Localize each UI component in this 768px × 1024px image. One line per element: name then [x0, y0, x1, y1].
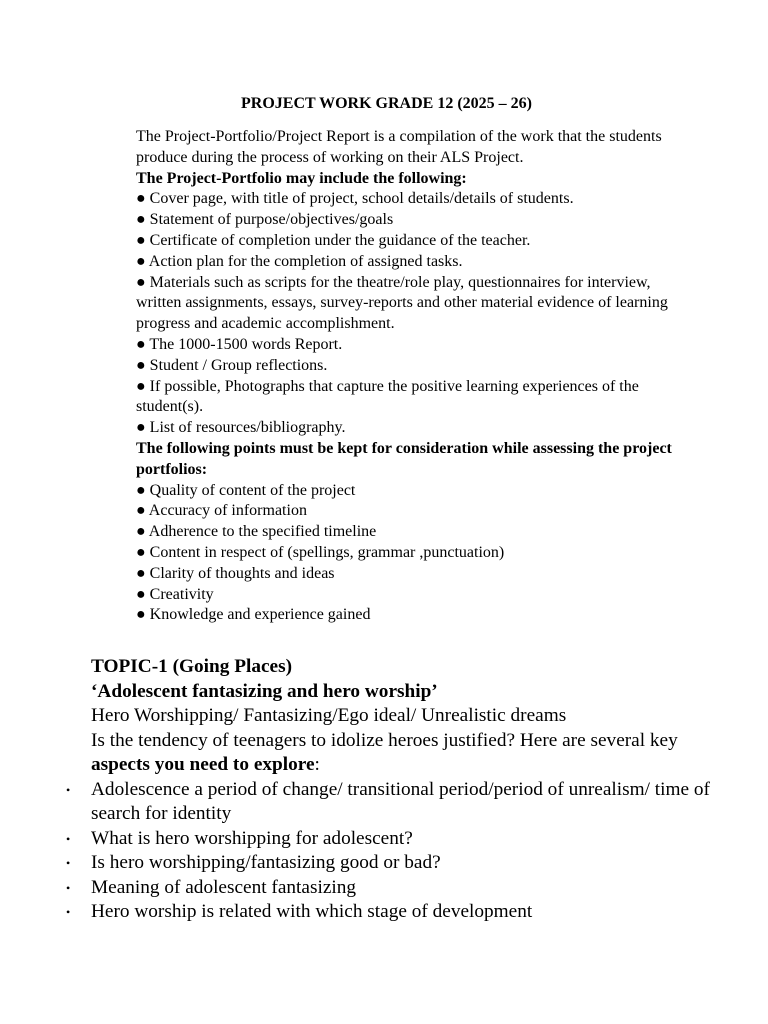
- include-item: ● Action plan for the completion of assigned tasks.: [136, 252, 463, 270]
- list-item: [66, 851, 731, 876]
- bullet-icon: •: [66, 831, 71, 846]
- assess-item: ● Adherence to the specified timeline: [136, 523, 377, 541]
- include-item: ● Materials such as scripts for the theatre/role play, questionnaires for interview, written assignments, essays, survey-reports and other material evidence of learning progress and academic accomplishment.: [136, 273, 668, 333]
- include-item: ● If possible, Photographs that capture the positive learning experiences of the student(s).: [136, 377, 639, 416]
- topic-question: [91, 729, 731, 778]
- list-item: [66, 778, 731, 827]
- intro-paragraph: The Project-Portfolio/Project Report is a compilation of the work that the students produce during the process of working on their ALS Project.: [136, 128, 662, 166]
- list-item-text: What is hero worshipping for adolescent?: [91, 827, 413, 849]
- include-item: ● Certificate of completion under the guidance of the teacher.: [136, 231, 531, 249]
- assess-item: ● Creativity: [136, 585, 214, 603]
- list-item-text: Adolescence a period of change/ transitional period/period of unrealism/ time of search for identity: [91, 778, 710, 824]
- include-item: ● Student / Group reflections.: [136, 356, 328, 374]
- topic-heading: TOPIC-1 (Going Places): [91, 656, 293, 677]
- topic-section: [66, 655, 731, 925]
- bullet-icon: •: [66, 880, 71, 895]
- assess-item: ● Quality of content of the project: [136, 481, 356, 499]
- bullet-icon: •: [66, 856, 71, 870]
- question-end: :: [314, 754, 320, 775]
- include-heading: The Project-Portfolio may include the following:: [136, 169, 467, 187]
- question-lead: Is the tendency of teenagers to idolize heroes justified? Here are several key: [91, 729, 678, 751]
- bullet-icon: •: [66, 905, 71, 919]
- include-item: ● The 1000-1500 words Report.: [136, 335, 343, 353]
- assess-heading: The following points must be kept for consideration while assessing the project portfolios:: [136, 439, 672, 478]
- list-item: [66, 827, 731, 852]
- topic-aspects-list: [66, 778, 731, 925]
- portfolio-section: [136, 127, 696, 626]
- topic-subtitle: ‘Adolescent fantasizing and hero worship’: [91, 680, 438, 702]
- list-item: [66, 876, 731, 901]
- include-item: ● Statement of purpose/objectives/goals: [136, 211, 394, 229]
- list-item: [66, 900, 731, 925]
- list-item-text: Meaning of adolescent fantasizing: [91, 876, 357, 898]
- assess-item: ● Accuracy of information: [136, 502, 307, 520]
- question-bold: aspects you need to explore: [91, 754, 315, 775]
- include-item: ● List of resources/bibliography.: [136, 419, 346, 437]
- list-item-text: Is hero worshipping/fantasizing good or bad?: [91, 852, 441, 873]
- assess-item: ● Knowledge and experience gained: [136, 606, 371, 624]
- topic-themes: Hero Worshipping/ Fantasizing/Ego ideal/ Unrealistic dreams: [91, 705, 567, 726]
- bullet-icon: •: [66, 782, 71, 797]
- assess-item: ● Content in respect of (spellings, grammar ,punctuation): [136, 543, 505, 561]
- list-item-text: Hero worship is related with which stage of development: [91, 901, 533, 922]
- include-item: ● Cover page, with title of project, school details/details of students.: [136, 190, 574, 208]
- assess-item: ● Clarity of thoughts and ideas: [136, 564, 335, 582]
- document-title: PROJECT WORK GRADE 12 (2025 – 26): [241, 95, 532, 112]
